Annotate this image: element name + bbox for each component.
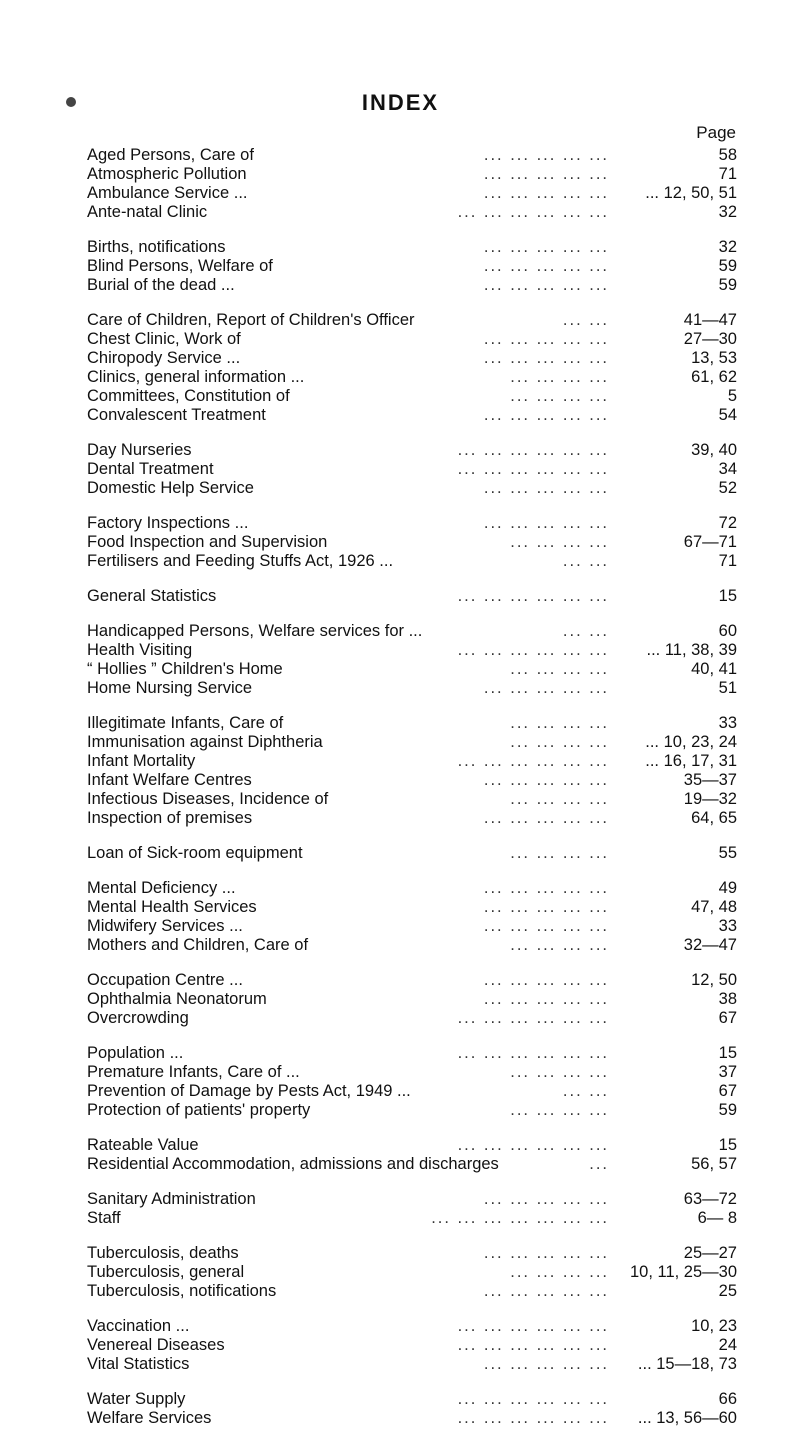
index-entry (87, 879, 737, 898)
entry-label: Midwifery Services ... (87, 917, 243, 935)
entry-label: Prevention of Damage by Pests Act, 1949 ... (87, 1082, 411, 1100)
entry-leader-dots: ... ... ... ... ... (483, 514, 609, 532)
index-entry (87, 844, 737, 863)
index-entry (87, 514, 737, 533)
entry-pages: 71 (718, 165, 737, 183)
index-entry (87, 1244, 737, 1263)
entry-pages: 64, 65 (691, 809, 737, 827)
index-entry (87, 771, 737, 790)
index-entry (87, 349, 737, 368)
entry-pages: 10, 23 (691, 1317, 737, 1335)
index-group (87, 1190, 737, 1228)
index-entry (87, 1101, 737, 1120)
entry-leader-dots: ... ... ... ... (510, 387, 609, 405)
entry-label: Venereal Diseases (87, 1336, 225, 1354)
index-entry (87, 1317, 737, 1336)
entry-pages: 66 (718, 1390, 737, 1408)
index-entry (87, 1209, 737, 1228)
index-entry (87, 679, 737, 698)
index-group (87, 587, 737, 606)
entry-leader-dots: ... ... ... ... ... (483, 349, 609, 367)
entry-label: Fertilisers and Feeding Stuffs Act, 1926 ... (87, 552, 394, 570)
index-group (87, 1390, 737, 1428)
entry-leader-dots: ... ... ... ... ... (483, 1282, 609, 1300)
entry-label: Vaccination ... (87, 1317, 190, 1335)
entry-label: Home Nursing Service (87, 679, 253, 697)
entry-leader-dots: ... ... ... ... ... (483, 257, 609, 275)
index-entries (87, 146, 737, 1444)
entry-pages: 54 (718, 406, 737, 424)
entry-leader-dots: ... ... ... ... ... (483, 917, 609, 935)
entry-pages: ... 13, 56—60 (637, 1409, 737, 1427)
entry-label: Population ... (87, 1044, 184, 1062)
entry-leader-dots: ... ... ... ... ... ... (457, 203, 609, 221)
entry-pages: 59 (718, 257, 737, 275)
entry-leader-dots: ... ... ... ... ... (483, 238, 609, 256)
index-entry (87, 1155, 737, 1174)
entry-label: Handicapped Persons, Welfare services for ... (87, 622, 423, 640)
entry-leader-dots: ... ... ... ... ... (483, 809, 609, 827)
entry-label: Aged Persons, Care of (87, 146, 254, 164)
index-entry (87, 276, 737, 295)
index-group (87, 971, 737, 1028)
entry-label: Domestic Help Service (87, 479, 254, 497)
entry-label: Overcrowding (87, 1009, 189, 1027)
index-group (87, 514, 737, 571)
entry-pages: 12, 50 (691, 971, 737, 989)
entry-pages: 34 (718, 460, 737, 478)
index-entry (87, 184, 737, 203)
entry-leader-dots: ... ... ... ... ... (483, 990, 609, 1008)
entry-leader-dots: ... ... ... ... ... (483, 1355, 609, 1373)
entry-label: Care of Children, Report of Children's Officer (87, 311, 415, 329)
entry-label: Loan of Sick-room equipment (87, 844, 303, 862)
entry-leader-dots: ... ... ... ... ... (483, 679, 609, 697)
entry-pages: 40, 41 (691, 660, 737, 678)
entry-pages: 13, 53 (691, 349, 737, 367)
entry-leader-dots: ... ... ... ... ... ... (457, 1336, 609, 1354)
entry-leader-dots: ... ... ... ... ... (483, 479, 609, 497)
entry-leader-dots: ... ... ... ... ... (483, 1190, 609, 1208)
entry-label: “ Hollies ” Children's Home (87, 660, 283, 678)
entry-leader-dots: ... ... ... ... ... (483, 898, 609, 916)
entry-label: Mental Health Services (87, 898, 257, 916)
index-entry (87, 1355, 737, 1374)
entry-pages: 27—30 (683, 330, 737, 348)
entry-label: Welfare Services (87, 1409, 212, 1427)
entry-pages: 67—71 (683, 533, 737, 551)
index-entry (87, 622, 737, 641)
entry-label: Day Nurseries (87, 441, 192, 459)
entry-leader-dots: ... ... ... ... ... ... (457, 752, 609, 770)
entry-label: Chest Clinic, Work of (87, 330, 241, 348)
entry-pages: 41—47 (683, 311, 737, 329)
entry-pages: 6— 8 (697, 1209, 737, 1227)
entry-pages: 59 (718, 276, 737, 294)
index-entry (87, 552, 737, 571)
entry-label: Health Visiting (87, 641, 193, 659)
entry-leader-dots: ... ... ... ... ... ... ... (431, 1209, 609, 1227)
entry-label: Illegitimate Infants, Care of (87, 714, 284, 732)
index-group (87, 146, 737, 222)
entry-leader-dots: ... ... ... ... (510, 660, 609, 678)
index-entry (87, 917, 737, 936)
entry-label: Clinics, general information ... (87, 368, 305, 386)
entry-leader-dots: ... (589, 1155, 609, 1173)
entry-pages: 37 (718, 1063, 737, 1081)
entry-leader-dots: ... ... ... ... ... ... (457, 1136, 609, 1154)
entry-pages: 59 (718, 1101, 737, 1119)
entry-pages: 19—32 (683, 790, 737, 808)
entry-label: Infectious Diseases, Incidence of (87, 790, 329, 808)
entry-leader-dots: ... ... (562, 311, 609, 329)
index-entry (87, 936, 737, 955)
entry-label: Tuberculosis, general (87, 1263, 245, 1281)
entry-pages: ... 10, 23, 24 (645, 733, 737, 751)
index-entry (87, 533, 737, 552)
entry-pages: 58 (718, 146, 737, 164)
entry-label: Atmospheric Pollution (87, 165, 247, 183)
entry-pages: 5 (727, 387, 737, 405)
index-entry (87, 311, 737, 330)
entry-label: Tuberculosis, deaths (87, 1244, 239, 1262)
index-entry (87, 1390, 737, 1409)
index-entry (87, 714, 737, 733)
entry-leader-dots: ... ... ... ... (510, 1101, 609, 1119)
entry-label: Occupation Centre ... (87, 971, 243, 989)
entry-label: Staff (87, 1209, 121, 1227)
entry-label: Tuberculosis, notifications (87, 1282, 277, 1300)
index-entry (87, 1263, 737, 1282)
entry-label: Residential Accommodation, admissions and discharges (87, 1155, 499, 1173)
index-group (87, 1136, 737, 1174)
index-group (87, 441, 737, 498)
entry-pages: 25—27 (683, 1244, 737, 1262)
entry-pages: 67 (718, 1082, 737, 1100)
entry-label: Infant Mortality (87, 752, 196, 770)
entry-label: Sanitary Administration (87, 1190, 256, 1208)
page-column-header: Page (696, 123, 736, 142)
entry-label: Blind Persons, Welfare of (87, 257, 273, 275)
index-entry (87, 1190, 737, 1209)
entry-leader-dots: ... ... ... ... ... ... (457, 1044, 609, 1062)
index-entry (87, 330, 737, 349)
entry-label: Premature Infants, Care of ... (87, 1063, 300, 1081)
index-entry (87, 790, 737, 809)
entry-pages: 63—72 (683, 1190, 737, 1208)
entry-leader-dots: ... ... ... ... ... ... (457, 1409, 609, 1427)
entry-pages: 35—37 (683, 771, 737, 789)
index-entry (87, 479, 737, 498)
entry-pages: 33 (718, 714, 737, 732)
entry-label: Immunisation against Diphtheria (87, 733, 323, 751)
index-entry (87, 587, 737, 606)
page-title: INDEX (361, 90, 440, 115)
entry-pages: 60 (718, 622, 737, 640)
entry-leader-dots: ... ... ... ... ... (483, 184, 609, 202)
index-entry (87, 990, 737, 1009)
index-entry (87, 1136, 737, 1155)
entry-label: Mental Deficiency ... (87, 879, 236, 897)
entry-leader-dots: ... ... ... ... ... ... (457, 1009, 609, 1027)
entry-pages: 72 (718, 514, 737, 532)
entry-pages: ... 16, 17, 31 (645, 752, 737, 770)
entry-pages: 15 (718, 587, 737, 605)
index-entry (87, 898, 737, 917)
index-entry (87, 238, 737, 257)
entry-label: Ante-natal Clinic (87, 203, 208, 221)
entry-leader-dots: ... ... ... ... (510, 533, 609, 551)
entry-pages: 49 (718, 879, 737, 897)
index-group (87, 879, 737, 955)
entry-leader-dots: ... ... (562, 552, 609, 570)
entry-leader-dots: ... ... ... ... (510, 1063, 609, 1081)
index-entry (87, 460, 737, 479)
index-entry (87, 257, 737, 276)
entry-leader-dots: ... ... ... ... (510, 1263, 609, 1281)
entry-pages: 25 (718, 1282, 737, 1300)
index-entry (87, 641, 737, 660)
entry-leader-dots: ... ... ... ... ... (483, 879, 609, 897)
entry-label: Food Inspection and Supervision (87, 533, 328, 551)
entry-label: General Statistics (87, 587, 217, 605)
entry-leader-dots: ... ... ... ... ... (483, 406, 609, 424)
entry-label: Convalescent Treatment (87, 406, 266, 424)
entry-label: Vital Statistics (87, 1355, 190, 1373)
index-group (87, 714, 737, 828)
entry-leader-dots: ... ... ... ... ... ... (457, 1317, 609, 1335)
entry-label: Chiropody Service ... (87, 349, 241, 367)
entry-pages: 32—47 (683, 936, 737, 954)
index-entry (87, 733, 737, 752)
entry-leader-dots: ... ... (562, 1082, 609, 1100)
index-entry (87, 203, 737, 222)
index-entry (87, 1282, 737, 1301)
index-entry (87, 1336, 737, 1355)
index-group (87, 1244, 737, 1301)
index-group (87, 1044, 737, 1120)
entry-leader-dots: ... ... ... ... (510, 368, 609, 386)
index-entry (87, 441, 737, 460)
entry-label: Mothers and Children, Care of (87, 936, 309, 954)
entry-label: Ambulance Service ... (87, 184, 248, 202)
index-entry (87, 752, 737, 771)
entry-leader-dots: ... ... ... ... ... (483, 971, 609, 989)
entry-leader-dots: ... ... ... ... ... (483, 330, 609, 348)
index-entry (87, 387, 737, 406)
entry-leader-dots: ... ... ... ... ... (483, 771, 609, 789)
entry-leader-dots: ... ... ... ... (510, 714, 609, 732)
entry-pages: 61, 62 (691, 368, 737, 386)
entry-pages: 51 (718, 679, 737, 697)
entry-label: Protection of patients' property (87, 1101, 311, 1119)
index-group (87, 844, 737, 863)
entry-label: Burial of the dead ... (87, 276, 235, 294)
index-entry (87, 660, 737, 679)
entry-pages: 15 (718, 1136, 737, 1154)
entry-pages: 47, 48 (691, 898, 737, 916)
index-entry (87, 809, 737, 828)
index-entry (87, 1009, 737, 1028)
entry-label: Ophthalmia Neonatorum (87, 990, 267, 1008)
entry-pages: ... 15—18, 73 (637, 1355, 737, 1373)
index-entry (87, 146, 737, 165)
entry-leader-dots: ... ... ... ... (510, 790, 609, 808)
index-entry (87, 971, 737, 990)
entry-label: Rateable Value (87, 1136, 199, 1154)
entry-pages: 39, 40 (691, 441, 737, 459)
entry-pages: 55 (718, 844, 737, 862)
index-entry (87, 165, 737, 184)
entry-pages: 10, 11, 25—30 (629, 1263, 737, 1281)
entry-label: Dental Treatment (87, 460, 214, 478)
index-group (87, 622, 737, 698)
entry-leader-dots: ... ... ... ... (510, 733, 609, 751)
entry-pages: ... 11, 38, 39 (646, 641, 737, 659)
entry-leader-dots: ... ... ... ... ... (483, 146, 609, 164)
entry-pages: 52 (718, 479, 737, 497)
entry-leader-dots: ... ... ... ... ... ... (457, 460, 609, 478)
entry-label: Inspection of premises (87, 809, 253, 827)
index-group (87, 1317, 737, 1374)
index-entry (87, 1044, 737, 1063)
entry-label: Committees, Constitution of (87, 387, 290, 405)
index-group (87, 311, 737, 425)
entry-pages: 71 (718, 552, 737, 570)
index-entry (87, 1082, 737, 1101)
entry-leader-dots: ... ... ... ... ... (483, 1244, 609, 1262)
entry-pages: 67 (718, 1009, 737, 1027)
entry-leader-dots: ... ... ... ... ... ... (457, 587, 609, 605)
index-entry (87, 1063, 737, 1082)
entry-pages: ... 12, 50, 51 (645, 184, 737, 202)
entry-label: Births, notifications (87, 238, 226, 256)
entry-pages: 24 (718, 1336, 737, 1354)
entry-leader-dots: ... ... (562, 622, 609, 640)
entry-leader-dots: ... ... ... ... ... ... (457, 1390, 609, 1408)
entry-leader-dots: ... ... ... ... (510, 844, 609, 862)
entry-pages: 15 (718, 1044, 737, 1062)
entry-leader-dots: ... ... ... ... (510, 936, 609, 954)
entry-label: Factory Inspections ... (87, 514, 249, 532)
entry-leader-dots: ... ... ... ... ... (483, 276, 609, 294)
entry-label: Infant Welfare Centres (87, 771, 252, 789)
entry-pages: 56, 57 (691, 1155, 737, 1173)
entry-leader-dots: ... ... ... ... ... (483, 165, 609, 183)
entry-leader-dots: ... ... ... ... ... ... (457, 641, 609, 659)
index-entry (87, 368, 737, 387)
entry-label: Water Supply (87, 1390, 186, 1408)
entry-leader-dots: ... ... ... ... ... ... (457, 441, 609, 459)
entry-pages: 38 (718, 990, 737, 1008)
entry-pages: 32 (718, 203, 737, 221)
entry-pages: 33 (718, 917, 737, 935)
index-entry (87, 406, 737, 425)
index-group (87, 238, 737, 295)
entry-pages: 32 (718, 238, 737, 256)
